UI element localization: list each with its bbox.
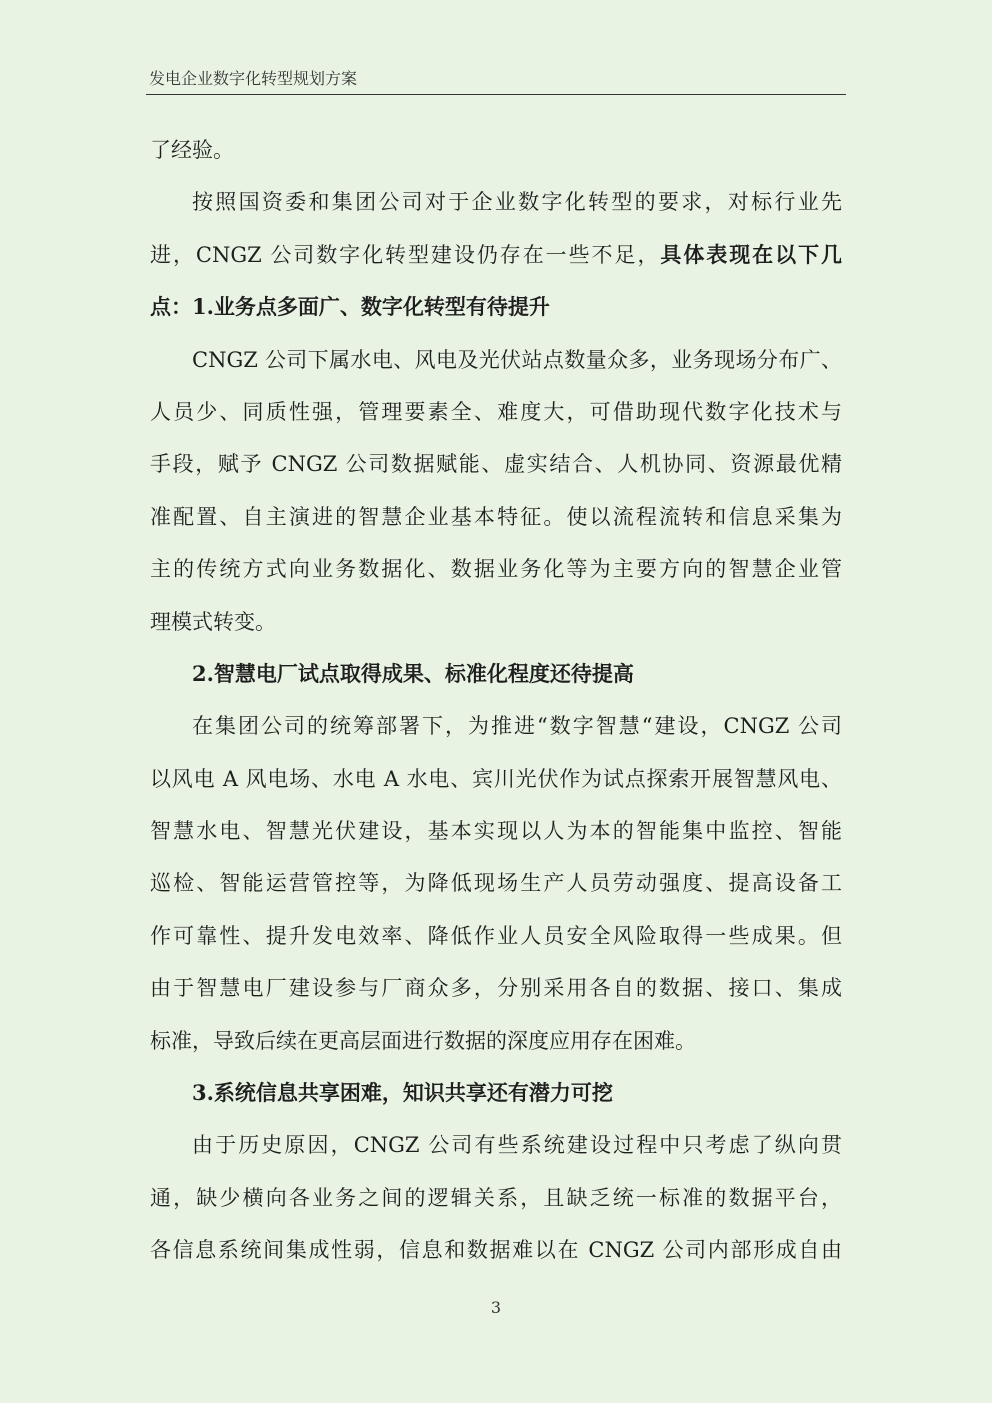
paragraph-line: 人员少、同质性强，管理要素全、难度大，可借助现代数字化技术与 (150, 399, 842, 424)
paragraph-line: 标准，导致后续在更高层面进行数据的深度应用存在困难。 (150, 1028, 696, 1053)
header-divider (146, 94, 846, 95)
running-header: 发电企业数字化转型规划方案 (149, 69, 358, 88)
paragraph-line: 由于历史原因，CNGZ 公司有些系统建设过程中只考虑了纵向贯 (192, 1133, 842, 1158)
section-heading-3: 3.系统信息共享困难，知识共享还有潜力可挖 (192, 1080, 613, 1106)
paragraph-line: 手段，赋予 CNGZ 公司数据赋能、虚实结合、人机协同、资源最优精 (150, 452, 842, 477)
paragraph-line: 作可靠性、提升发电效率、降低作业人员安全风险取得一些成果。但 (150, 923, 842, 948)
paragraph-line (150, 229, 842, 281)
text-line: 了经验。 (150, 138, 234, 162)
paragraph-line: 在集团公司的统筹部署下，为推进“数字智慧“建设，CNGZ 公司 (192, 714, 842, 739)
paragraph-line: 由于智慧电厂建设参与厂商众多，分别采用各自的数据、接口、集成 (150, 976, 842, 1001)
document-body (150, 124, 842, 1277)
paragraph-line: 通，缺少横向各业务之间的逻辑关系，且缺乏统一标准的数据平台， (150, 1185, 842, 1210)
paragraph-line: 准配置、自主演进的智慧企业基本特征。使以流程流转和信息采集为 (150, 504, 842, 529)
section-heading-2: 2.智慧电厂试点取得成果、标准化程度还待提高 (192, 660, 634, 686)
paragraph-line: 各信息系统间集成性弱，信息和数据难以在 CNGZ 公司内部形成自由 (150, 1238, 842, 1263)
page-number: 3 (490, 1298, 502, 1317)
paragraph-line: 按照国资委和集团公司对于企业数字化转型的要求，对标行业先 (192, 190, 842, 215)
line-text: 进，CNGZ 公司数字化转型建设仍存在一些不足， (150, 242, 661, 267)
emphasis-text: 具体表现在以下几 (660, 241, 843, 267)
paragraph-line: 以风电 A 风电场、水电 A 水电、宾川光伏作为试点探索开展智慧风电、 (150, 766, 842, 791)
paragraph-line: 智慧水电、智慧光伏建设，基本实现以人为本的智能集中监控、智能 (150, 819, 842, 844)
paragraph-line: 主的传统方式向业务数据化、数据业务化等为主要方向的智慧企业管 (150, 557, 842, 582)
paragraph-line: 理模式转变。 (150, 609, 276, 634)
paragraph-line: CNGZ 公司下属水电、风电及光伏站点数量众多，业务现场分布广、 (192, 347, 842, 372)
section-heading-1: 点：1.业务点多面广、数字化转型有待提升 (150, 294, 550, 320)
paragraph-line: 巡检、智能运营管控等，为降低现场生产人员劳动强度、提高设备工 (150, 871, 842, 896)
